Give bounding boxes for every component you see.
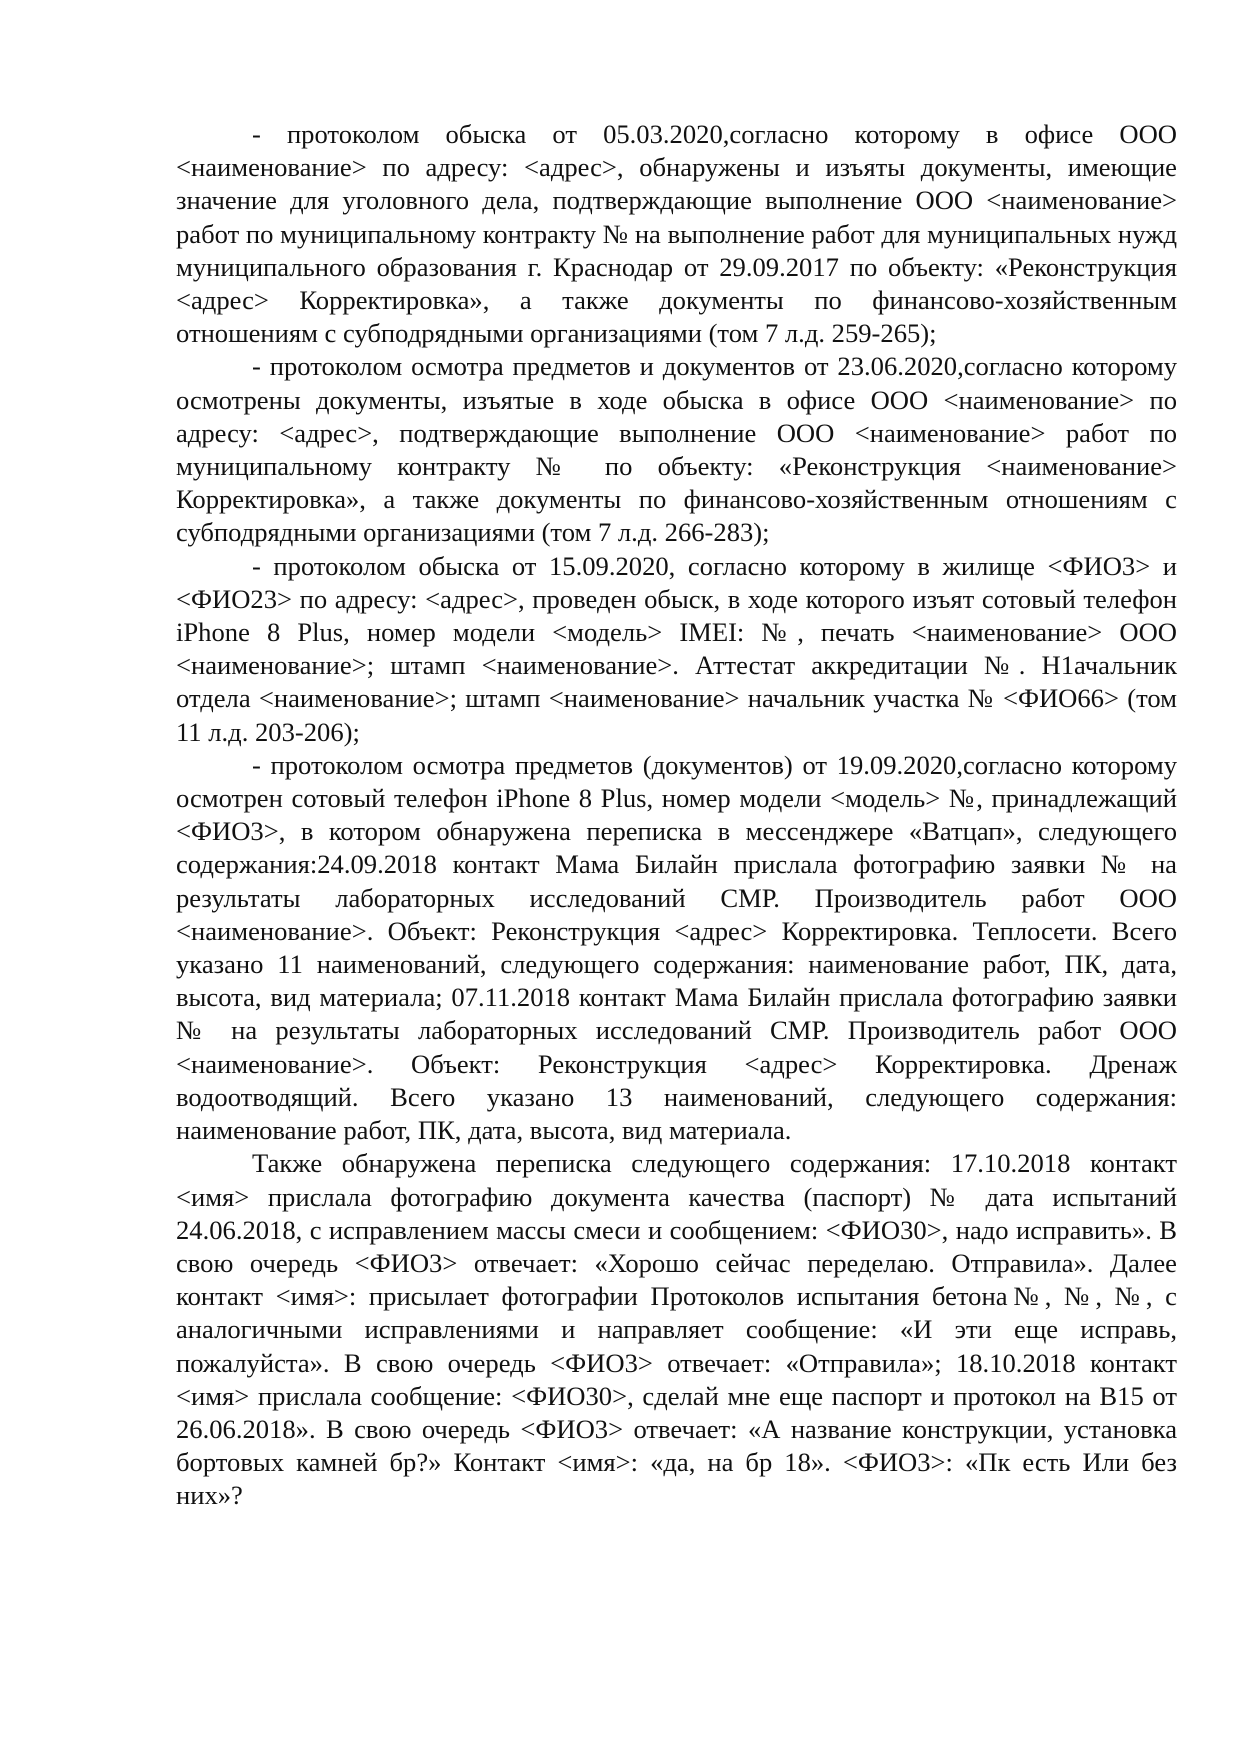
paragraph-correspondence: Также обнаружена переписка следующего содержания: 17.10.2018 контакт <имя> прислала фотографию документа качества (паспорт) № дата испытаний 24.06.2018, с исправлением массы смеси и сообщением: <ФИО30>, надо исправить». В свою очередь <ФИО3> отвечает: «Хорошо сейчас переделаю. Отправила». Далее контакт <имя>: присылает фотографии Протоколов испытания бетона№, №, №, с аналогичными исправлениями и направляет сообщение: «И эти еще исправь, пожалуйста». В свою очередь <ФИО3> отвечает: «Отправила»; 18.10.2018 контакт <имя> прислала сообщение: <ФИО30>, сделай мне еще паспорт и протокол на В15 от 26.06.2018». В свою очередь <ФИО3> отвечает: «А название конструкции, установка бортовых камней бр?» Контакт <имя>: «да, на бр 18». <ФИО3>: «Пк есть Или без них»? — [176, 1148, 1177, 1511]
document-page — [176, 118, 1177, 1513]
paragraph-inspection-protocol-2: - протоколом осмотра предметов (документов) от 19.09.2020,согласно которому осмотрен сотовый телефон iPhone 8 Plus, номер модели <модель> №, принадлежащий <ФИО3>, в котором обнаружена переписка в мессенджере «Ватцап», следующего содержания:24.09.2018 контакт Мама Билайн прислала фотографию заявки № на результаты лабораторных исследований СМР. Производитель работ ООО <наименование>. Объект: Реконструкция <адрес> Корректировка. Теплосети. Всего указано 11 наименований, следующего содержания: наименование работ, ПК, дата, высота, вид материала; 07.11.2018 контакт Мама Билайн прислала фотографию заявки № на результаты лабораторных исследований СМР. Производитель работ ООО <наименование>. Объект: Реконструкция <адрес> Корректировка. Дренаж водоотводящий. Всего указано 13 наименований, следующего содержания: наименование работ, ПК, дата, высота, вид материала. — [176, 749, 1177, 1146]
paragraph-inspection-protocol-1: - протоколом осмотра предметов и документов от 23.06.2020,согласно которому осмотрены документы, изъятые в ходе обыска в офисе ООО <наименование> по адресу: <адрес>, подтверждающие выполнение ООО <наименование> работ по муниципальному контракту № по объекту: «Реконструкция <наименование> Корректировка», а также документы по финансово-хозяйственным отношениям с субподрядными организациями (том 7 л.д. 266-283); — [176, 351, 1177, 548]
paragraph-search-protocol-1: - протоколом обыска от 05.03.2020,согласно которому в офисе ООО <наименование> по адресу: <адрес>, обнаружены и изъяты документы, имеющие значение для уголовного дела, подтверждающие выполнение ООО <наименование> работ по муниципальному контракту № на выполнение работ для муниципальных нужд муниципального образования г. Краснодар от 29.09.2017 по объекту: «Реконструкция <адрес> Корректировка», а также документы по финансово-хозяйственным отношениям с субподрядными организациями (том 7 л.д. 259-265); — [176, 119, 1177, 349]
paragraph-search-protocol-2: - протоколом обыска от 15.09.2020, согласно которому в жилище <ФИО3> и <ФИО23> по адресу: <адрес>, проведен обыск, в ходе которого изъят сотовый телефон iPhone 8 Plus, номер модели <модель> IMEI: №, печать <наименование> ООО <наименование>; штамп <наименование>. Аттестат аккредитации №. Н1ачальник отдела <наименование>; штамп <наименование> начальник участка № <ФИО66> (том 11 л.д. 203-206); — [176, 550, 1177, 747]
